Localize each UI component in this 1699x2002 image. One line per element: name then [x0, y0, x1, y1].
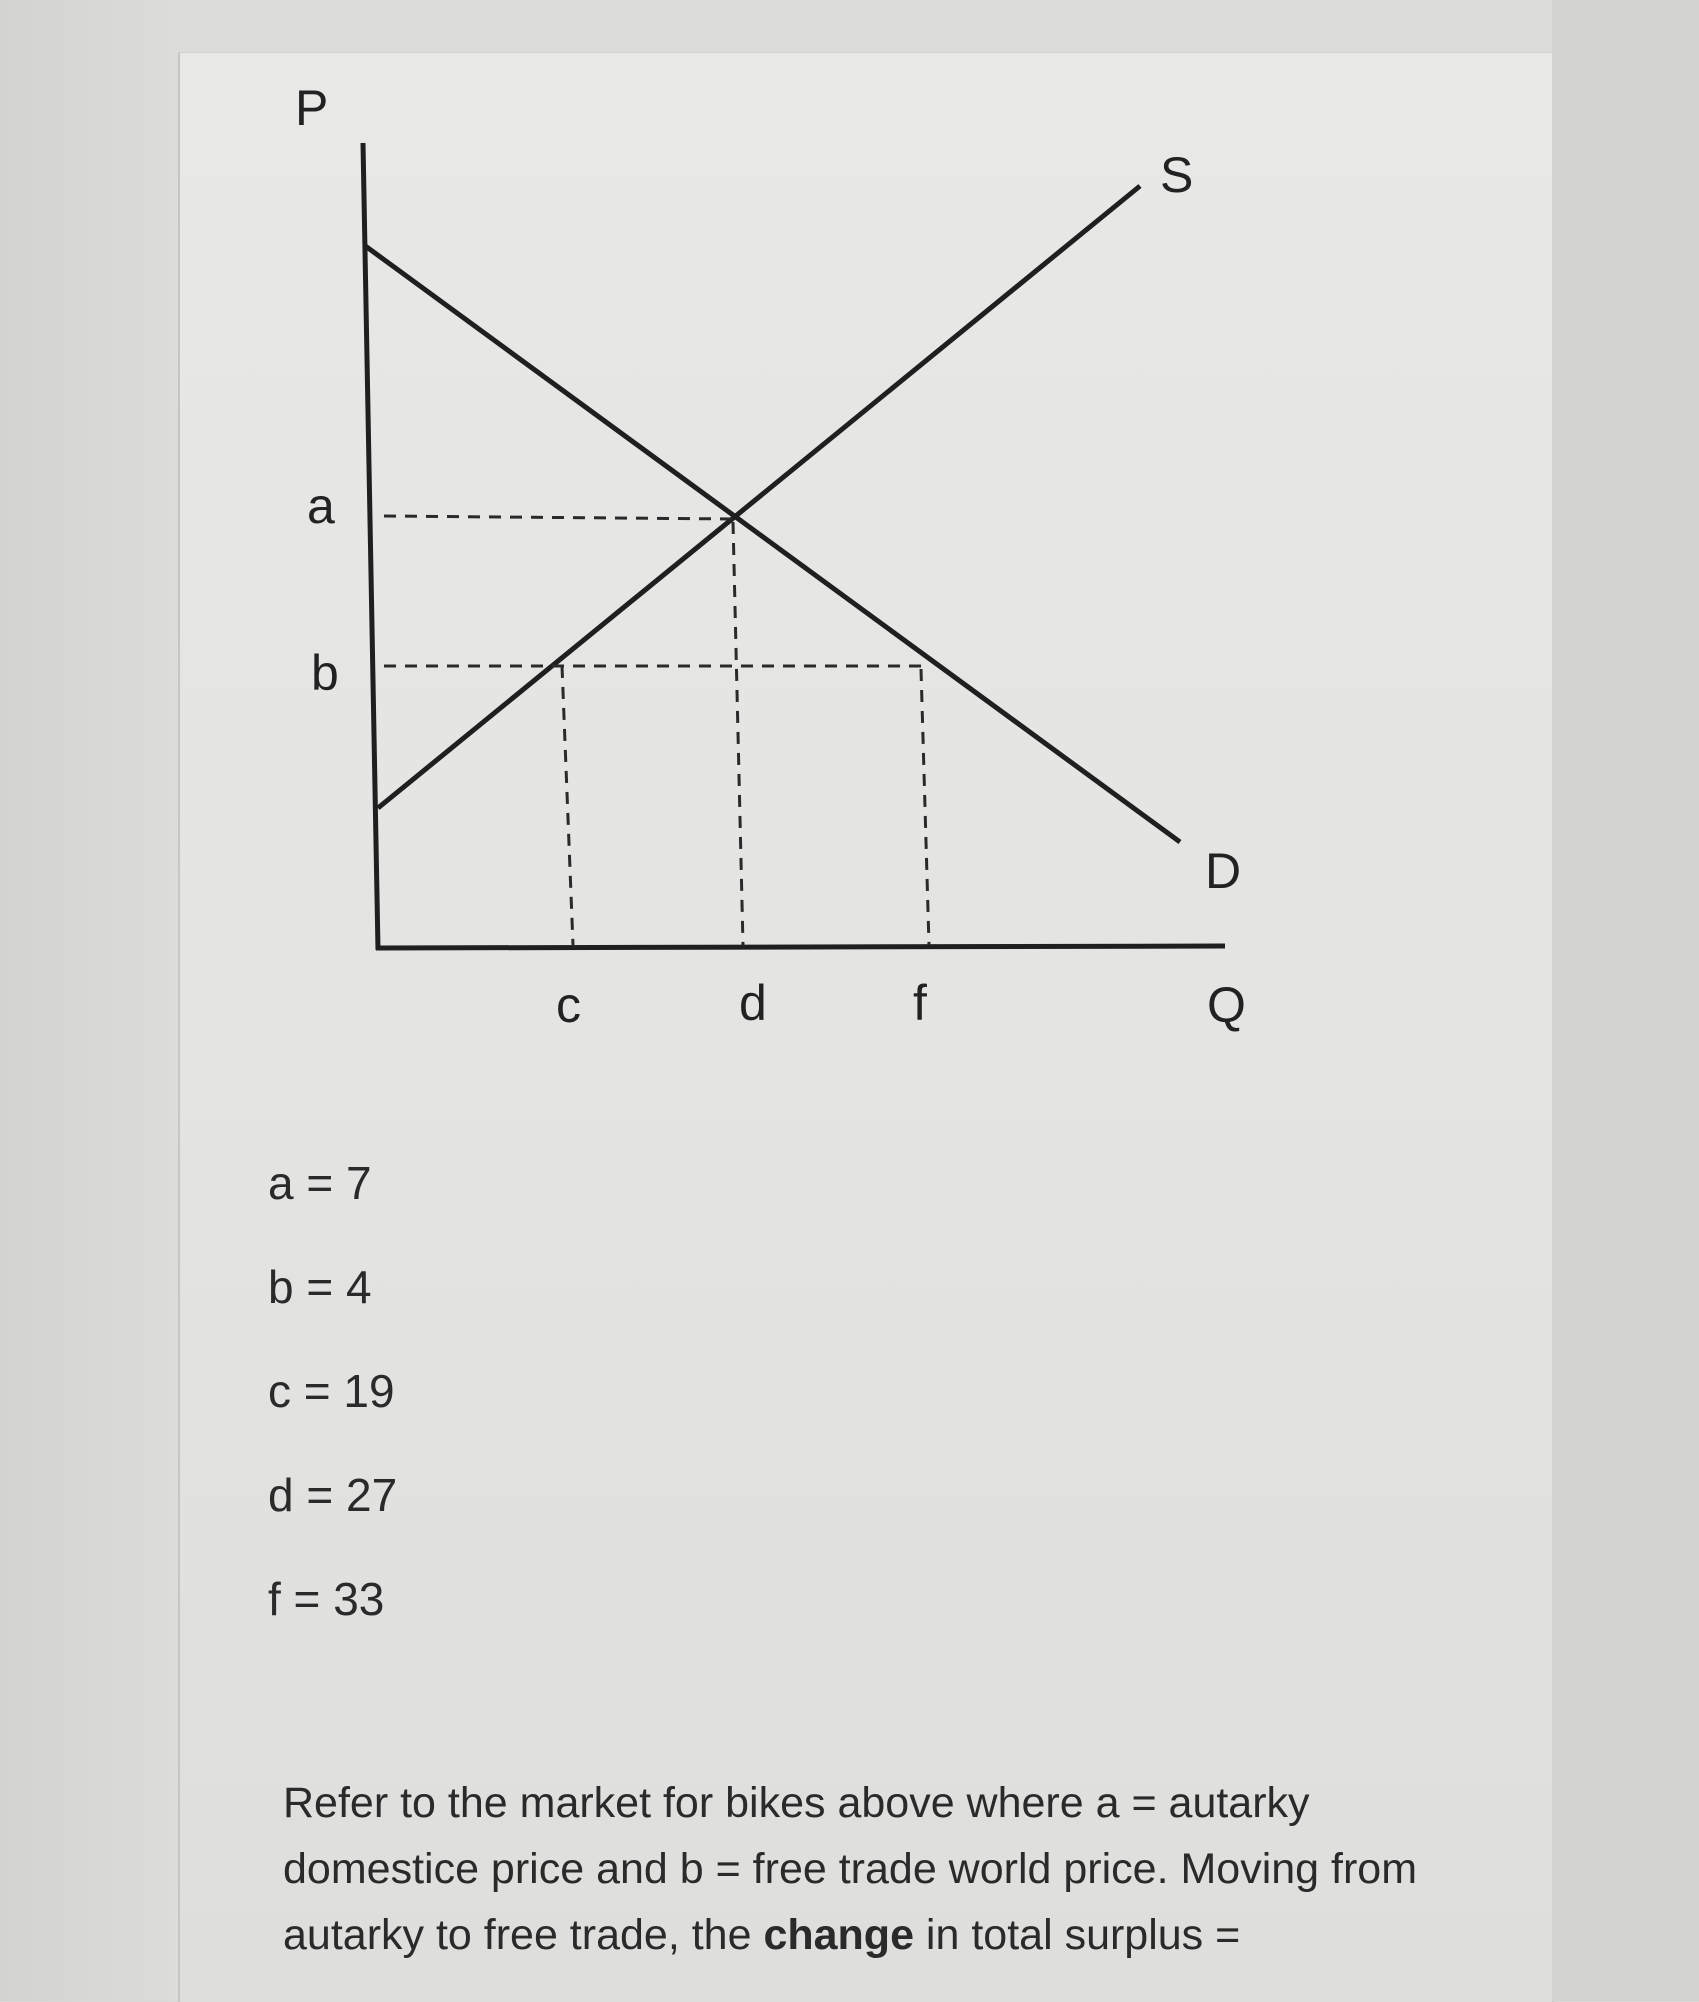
price-a-label: a — [307, 478, 335, 534]
quantity-f-label: f — [913, 975, 927, 1031]
value-b: b = 4 — [268, 1261, 372, 1313]
question-text-before: Refer to the market for bikes above where a = autarky domestice price and b = free trade world price. Moving from autarky to free trade, the — [283, 1779, 1418, 1959]
value-f: f = 33 — [268, 1573, 385, 1625]
demand-label: D — [1205, 843, 1242, 899]
supply-label: S — [1160, 147, 1194, 203]
supply-curve — [378, 186, 1140, 808]
quantity-d-dashed-line — [733, 522, 743, 945]
quantity-f-dashed-line — [921, 669, 929, 945]
value-a: a = 7 — [268, 1157, 372, 1209]
price-a-dashed-line — [384, 516, 733, 519]
quantity-c-dashed-line — [562, 666, 573, 945]
question-text-after: in total surplus = — [913, 1911, 1241, 1959]
q-axis-label: Q — [1207, 977, 1246, 1033]
question-bold-change: change — [763, 1911, 914, 1959]
y-axis — [363, 143, 378, 950]
x-axis — [376, 946, 1225, 948]
price-b-label: b — [311, 645, 339, 701]
value-c: c = 19 — [268, 1365, 395, 1417]
question-text — [283, 1770, 1423, 1968]
quantity-c-label: c — [556, 977, 581, 1033]
variable-values-list — [268, 1148, 397, 1668]
value-d: d = 27 — [268, 1469, 398, 1521]
p-axis-label: P — [295, 80, 329, 136]
demand-curve — [364, 245, 1180, 842]
quantity-d-label: d — [739, 975, 767, 1031]
